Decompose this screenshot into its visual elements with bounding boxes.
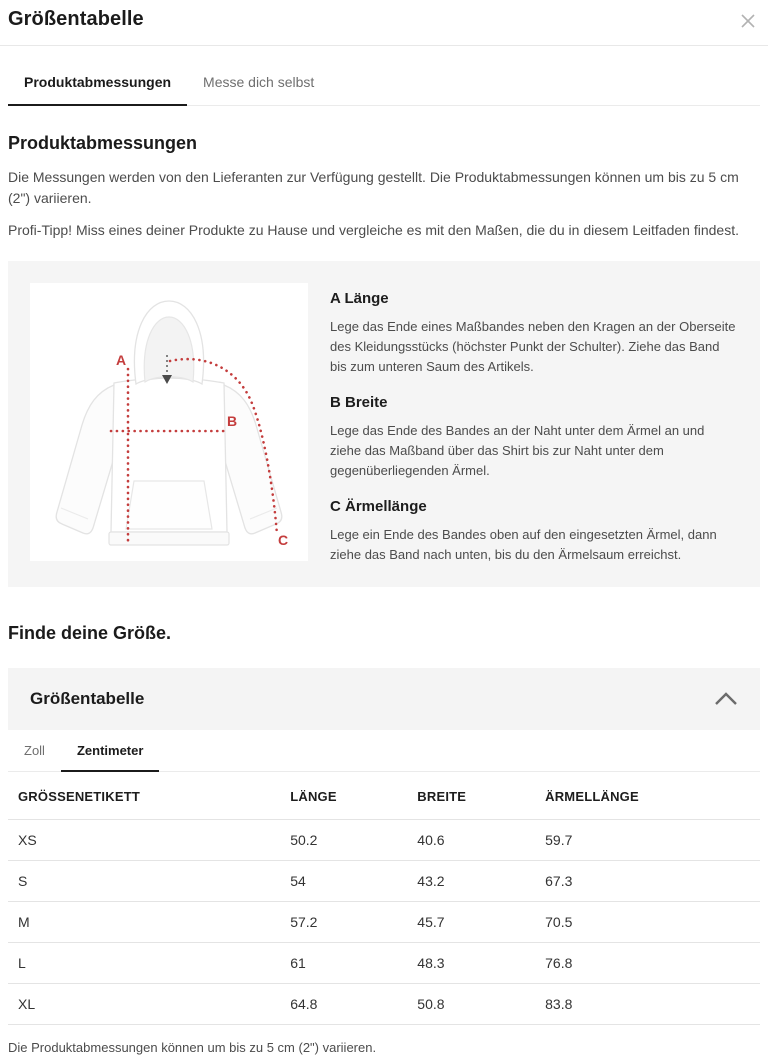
width-value: 45.7	[407, 901, 535, 942]
sleeve-value: 76.8	[535, 942, 760, 983]
width-value: 43.2	[407, 860, 535, 901]
size-label: L	[8, 942, 280, 983]
guide-text-breite: Lege das Ende des Bandes an der Naht unter dem Ärmel an und ziehe das Maßband über das Shirt bis zur Naht unter dem gegenüberliegenden Ärmel.	[330, 422, 705, 478]
sleeve-value: 67.3	[535, 860, 760, 901]
size-label: XS	[8, 819, 280, 860]
table-row	[8, 942, 760, 983]
modal-content	[0, 133, 768, 1055]
length-value: 64.8	[280, 983, 407, 1024]
hoodie-diagram-svg	[30, 283, 308, 561]
page-title: Größentabelle	[8, 8, 144, 30]
close-icon	[738, 11, 758, 31]
tab-produktabmessungen[interactable]: Produktabmessungen	[8, 60, 187, 106]
sleeve-value: 70.5	[535, 901, 760, 942]
length-value: 54	[280, 860, 407, 901]
table-row	[8, 819, 760, 860]
pro-tip-text: Profi-Tipp! Miss eines deiner Produkte zu Hause und vergleiche es mit den Maßen, die du in diesem Leitfaden findest.	[8, 221, 739, 238]
width-value: 40.6	[407, 819, 535, 860]
accordion-header[interactable]	[8, 668, 760, 730]
tab-messe-dich-selbst[interactable]: Messe dich selbst	[203, 74, 315, 90]
accordion-title: Größentabelle	[30, 688, 145, 708]
guide-heading-aermellaenge: C Ärmellänge	[330, 497, 427, 515]
table-row	[8, 983, 760, 1024]
tab-zoll[interactable]: Zoll	[24, 742, 45, 758]
length-value: 61	[280, 942, 407, 983]
guide-text-aermellaenge: Lege ein Ende des Bandes oben auf den eingesetzten Ärmel, dann ziehe das Band nach unten, bis du den Ärmelsaum erreichst.	[330, 526, 717, 562]
variance-note: Die Produktabmessungen können um bis zu 5 cm (2") variieren.	[8, 1039, 377, 1055]
label-b: B	[227, 412, 238, 429]
measure-guide-panel	[8, 261, 760, 587]
col-aermellaenge: ÄRMELLÄNGE	[535, 773, 760, 820]
length-value: 57.2	[280, 901, 407, 942]
tab-zentimeter[interactable]: Zentimeter	[61, 730, 159, 772]
section-heading-produktabmessungen: Produktabmessungen	[8, 133, 198, 153]
measure-instructions	[330, 283, 738, 565]
length-value: 50.2	[280, 819, 407, 860]
unit-tab-bar	[8, 730, 760, 772]
main-tab-bar	[8, 60, 760, 106]
label-c: C	[278, 531, 289, 548]
guide-item-laenge	[330, 290, 738, 377]
width-value: 48.3	[407, 942, 535, 983]
sleeve-value: 83.8	[535, 983, 760, 1024]
size-table-accordion	[8, 668, 760, 1055]
col-laenge: LÄNGE	[280, 773, 407, 820]
size-table	[8, 773, 760, 1025]
size-label: M	[8, 901, 280, 942]
close-button[interactable]	[736, 9, 760, 33]
size-label: XL	[8, 983, 280, 1024]
col-breite: BREITE	[407, 773, 535, 820]
table-row	[8, 860, 760, 901]
table-row	[8, 901, 760, 942]
sleeve-value: 59.7	[535, 819, 760, 860]
guide-item-aermellaenge	[330, 498, 738, 565]
supplier-measurements-text: Die Messungen werden von den Lieferanten zur Verfügung gestellt. Die Produktabmessungen können um bis zu 5 cm (2") variieren.	[8, 169, 739, 207]
guide-item-breite	[330, 394, 738, 481]
chevron-up-icon	[714, 692, 738, 706]
size-table-header-row	[8, 773, 760, 820]
guide-heading-breite: B Breite	[330, 393, 388, 411]
label-a: A	[116, 351, 127, 368]
hoodie-measurement-diagram	[30, 283, 308, 561]
guide-text-laenge: Lege das Ende eines Maßbandes neben den Kragen an der Oberseite des Kleidungsstücks (höchster Punkt der Schulter). Ziehe das Band bis zum unteren Saum des Artikels.	[330, 318, 736, 374]
width-value: 50.8	[407, 983, 535, 1024]
col-groessenetikett: GRÖSSENETIKETT	[8, 773, 280, 820]
modal-header	[0, 0, 768, 46]
find-size-heading: Finde deine Größe.	[8, 622, 172, 643]
size-label: S	[8, 860, 280, 901]
guide-heading-laenge: A Länge	[330, 289, 389, 307]
